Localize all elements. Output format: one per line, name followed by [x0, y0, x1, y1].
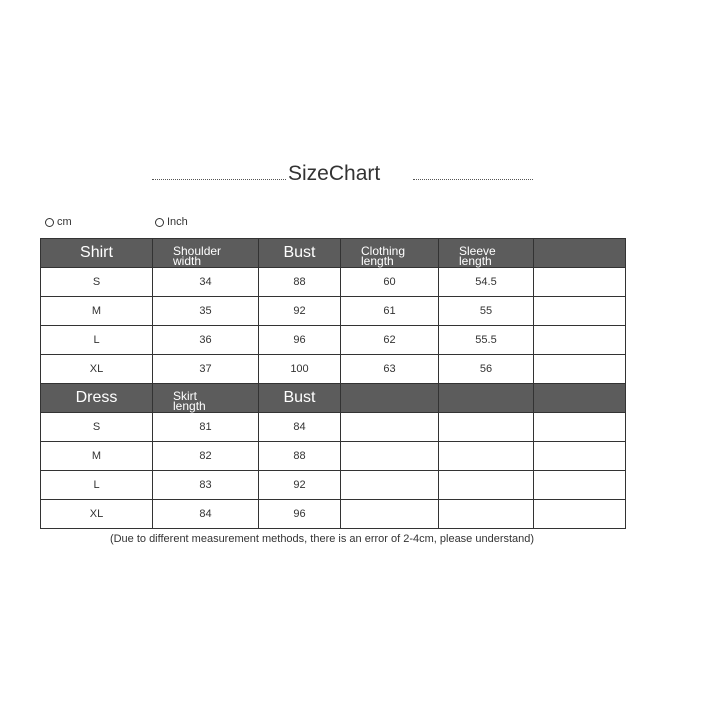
table-cell	[534, 471, 626, 500]
unit-option-cm[interactable]	[45, 216, 72, 228]
table-cell: 84	[153, 500, 259, 529]
header-cell	[341, 384, 439, 413]
size-table	[40, 238, 626, 529]
table-cell	[534, 413, 626, 442]
table-row	[41, 326, 626, 355]
table-cell: 84	[259, 413, 341, 442]
table-cell: M	[41, 442, 153, 471]
header-line: Sleeve	[459, 244, 496, 258]
title-dotted-line-right	[413, 179, 533, 180]
table-cell: XL	[41, 355, 153, 384]
table-row	[41, 500, 626, 529]
table-cell: 82	[153, 442, 259, 471]
table-cell	[534, 355, 626, 384]
table-cell: 96	[259, 326, 341, 355]
table-cell	[439, 413, 534, 442]
header-cell	[153, 239, 259, 268]
table-cell	[341, 471, 439, 500]
table-cell: 92	[259, 471, 341, 500]
table-cell	[341, 500, 439, 529]
header-cell	[153, 384, 259, 413]
header-cell	[534, 239, 626, 268]
title-dotted-line-left	[152, 179, 286, 180]
table-cell: 34	[153, 268, 259, 297]
table-row	[41, 413, 626, 442]
header-line: length	[173, 399, 206, 413]
table-cell: XL	[41, 500, 153, 529]
page-title: SizeChart	[288, 162, 381, 185]
table-cell: 92	[259, 297, 341, 326]
table-cell: 35	[153, 297, 259, 326]
header-line: Shoulder	[173, 244, 222, 258]
table-cell: 55	[439, 297, 534, 326]
header-label-sleeve-length	[439, 239, 533, 267]
table-row	[41, 442, 626, 471]
title-row	[0, 160, 724, 190]
header-cell	[41, 239, 153, 268]
table-cell: 62	[341, 326, 439, 355]
table-cell: 60	[341, 268, 439, 297]
header-label-skirt-length	[153, 384, 258, 412]
table-cell: M	[41, 297, 153, 326]
dress-header-row	[41, 384, 626, 413]
table-cell: 54.5	[439, 268, 534, 297]
table-cell	[439, 471, 534, 500]
table-cell	[534, 500, 626, 529]
table-cell	[439, 442, 534, 471]
unit-label-cm: cm	[57, 216, 72, 228]
header-label-dress: Dress	[75, 389, 118, 406]
table-row	[41, 268, 626, 297]
table-cell	[439, 500, 534, 529]
header-line: length	[361, 254, 394, 268]
header-line: length	[459, 254, 492, 268]
header-label-clothing-length	[341, 239, 438, 267]
header-label-bust: Bust	[283, 389, 316, 406]
header-line: Clothing	[361, 244, 406, 258]
table-row	[41, 355, 626, 384]
unit-label-inch: Inch	[167, 216, 188, 228]
unit-option-inch[interactable]	[155, 216, 188, 228]
radio-circle-icon[interactable]	[155, 218, 164, 227]
table-cell	[534, 442, 626, 471]
header-cell	[259, 239, 341, 268]
header-line: width	[173, 254, 202, 268]
table-cell: 63	[341, 355, 439, 384]
header-cell	[259, 384, 341, 413]
table-cell: 88	[259, 268, 341, 297]
radio-circle-icon[interactable]	[45, 218, 54, 227]
shirt-header-row	[41, 239, 626, 268]
header-cell	[439, 384, 534, 413]
table-row	[41, 297, 626, 326]
table-cell: 81	[153, 413, 259, 442]
header-line: Skirt	[173, 389, 197, 403]
table-cell: 56	[439, 355, 534, 384]
table-cell	[341, 413, 439, 442]
table-cell: S	[41, 413, 153, 442]
table-cell: 96	[259, 500, 341, 529]
table-cell	[534, 297, 626, 326]
header-cell	[341, 239, 439, 268]
table-cell	[534, 326, 626, 355]
table-cell: 88	[259, 442, 341, 471]
header-label-bust: Bust	[283, 244, 316, 261]
header-label-shoulder-width	[153, 239, 258, 267]
header-label-shirt: Shirt	[80, 244, 113, 261]
table-cell: 37	[153, 355, 259, 384]
table-cell: L	[41, 326, 153, 355]
table-cell	[341, 442, 439, 471]
table-cell: 83	[153, 471, 259, 500]
table-cell	[534, 268, 626, 297]
table-row	[41, 471, 626, 500]
header-cell	[41, 384, 153, 413]
header-cell	[439, 239, 534, 268]
measurement-footnote: (Due to different measurement methods, there is an error of 2-4cm, please understand)	[109, 533, 535, 545]
table-cell: S	[41, 268, 153, 297]
table-cell: 100	[259, 355, 341, 384]
table-cell: 36	[153, 326, 259, 355]
header-cell	[534, 384, 626, 413]
table-cell: 55.5	[439, 326, 534, 355]
table-cell: 61	[341, 297, 439, 326]
table-cell: L	[41, 471, 153, 500]
